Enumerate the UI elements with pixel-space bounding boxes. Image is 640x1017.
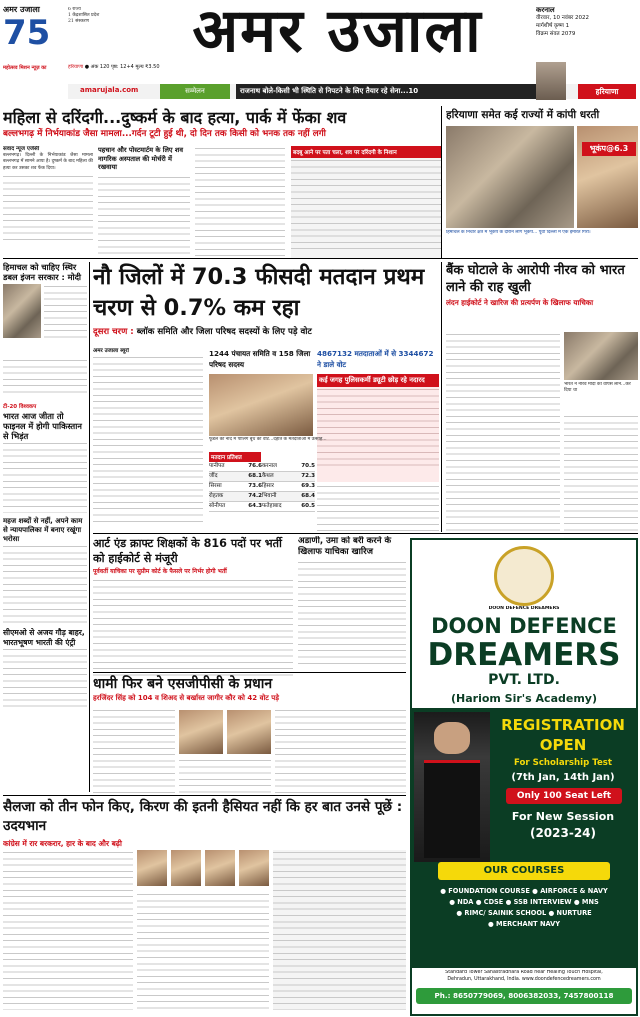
ad-phone: Ph.: 8650779069, 8006382033, 7457800118	[416, 988, 632, 1004]
brief-3[interactable]: महज शब्दों से नहीं, अपने काम से न्यायपालिका में बनाए रखूंगा भरोसा	[3, 517, 87, 624]
state-tab: हरियाणा	[578, 84, 636, 99]
lead-headline[interactable]: नौ जिलों में 70.3 फीसदी मतदान प्रथम चरण से 0.7% कम रहा	[93, 264, 425, 321]
ad-title-3: PVT. LTD.	[488, 672, 560, 688]
table-cell: रोहतक	[209, 493, 224, 499]
story1-box	[98, 146, 190, 258]
ad-cadet-photo	[414, 712, 490, 862]
table-cell: सिरसा	[209, 483, 222, 489]
bank-subhead: लंदन हाईकोर्ट ने खारिज की प्रत्यर्पण के खिलाफ याचिका	[446, 298, 594, 307]
sgpc-headline[interactable]: धामी फिर बने एसजीपीसी के प्रधान	[93, 676, 273, 692]
nav-headline[interactable]: राजनाथ बोले-किसी भी स्थिति से निपटने के लिए तैयार रहे सेना...10	[236, 84, 544, 99]
dateline: करनाल वीरवार, 10 नवंबर 2022 मार्गशीर्ष कृष्ण 1 विक्रम संवत 2079	[536, 6, 636, 38]
sgpc-subhead: हरजिंदर सिंह को 104 व शिअद से बर्खास्त जागीर कौर को 42 वोट पड़े	[93, 694, 279, 702]
edition-name: हरियाणा	[68, 64, 84, 70]
table-row	[209, 462, 315, 472]
modi-photo	[3, 284, 41, 338]
table-cell: भिवानी	[262, 493, 277, 499]
bank-headline[interactable]: बैंक घोटाले के आरोपी नीरव को भारत लाने की राह खुली	[446, 263, 625, 295]
table-cell: 60.5	[301, 503, 315, 509]
story-sgpc	[93, 674, 406, 796]
ad-year: (2023-24)	[529, 826, 597, 840]
ad-courses: ● FOUNDATION COURSE ● AIRFORCE & NAVY ● NDA ● CDSE ● SSB INTERVIEW ● MNS ● RIMC/ SAINIK SCHOOL ● NURTURE ● MERCHANT NAVY	[440, 887, 608, 928]
police-title: कई जगह पुलिसकर्मी ड्यूटी छोड़ रहे नदारद	[317, 374, 439, 387]
ad-address: Standard Tower Sahastradhara Road near Healing Touch Hospital, Dehradun, Uttarakhand, India. www.doondefencedreamers.com	[445, 970, 603, 982]
nirav-caption: भारत ने नीरव मोदी को वापस लाने...कर दिया था	[564, 382, 631, 394]
site-link[interactable]: amarujala.com	[80, 86, 139, 94]
table-cell: जींद	[209, 473, 218, 479]
bottom-headline[interactable]: सैलजा को तीन फोन किए, किरण की इतनी हैसियत नहीं कि हर बात उनसे पूछें : उदयभान	[3, 799, 403, 834]
brief-1[interactable]: हिमाचल को चाहिए स्थिर डबल इंजन सरकार : मोदी	[3, 262, 87, 358]
stat-box-2: 4867132 मतदाताओं में से 3344672 ने डाले वोट	[317, 349, 434, 369]
nirav-photo	[564, 332, 638, 380]
table-cell: हिसार	[262, 483, 274, 489]
dhami-photo	[179, 710, 223, 754]
table-cell: फतेहाबाद	[262, 503, 282, 509]
teachers-headline[interactable]: आर्ट एंड क्राफ्ट शिक्षकों के 816 पदों पर भर्ती को हाईकोर्ट से मंजूरी	[93, 537, 282, 565]
story1-headline[interactable]: महिला से दरिंदगी...दुष्कर्म के बाद हत्या, पार्क में फेंका शव	[3, 108, 347, 127]
masthead-logo: अमर उजाला	[192, 0, 483, 64]
table-cell: 68.1	[248, 473, 262, 479]
story1-lead: बल्लभगढ़। दिल्ली के निर्भयाकांड जैसा मामला बल्लभगढ़ में सामने आया है। दुष्कर्म के बाद महिला की हत्या कर उसका शव फेंक दिया।	[3, 153, 93, 171]
story1	[3, 108, 441, 258]
edition-line	[68, 64, 188, 70]
ad-reg-2: OPEN	[539, 736, 587, 754]
brand-small: अमर उजाला	[3, 5, 40, 14]
left-briefs	[3, 262, 87, 792]
bank-col2	[564, 414, 638, 532]
lead-story	[93, 262, 439, 532]
section-tab: सम्मेलन	[160, 84, 230, 99]
ad-seats: Only 100 Seat Left	[506, 788, 622, 804]
table-row	[209, 472, 315, 482]
table-cell: 70.5	[301, 463, 315, 469]
ad-academy-ring: DOON DEFENCE DREAMERS	[488, 606, 560, 611]
story2	[446, 108, 638, 258]
table-cell: 74.2	[248, 493, 262, 499]
ad-reg-1: REGISTRATION	[501, 716, 625, 734]
table-cell: 69.3	[301, 483, 315, 489]
stat-box-1: 1244 पंचायत समिति व 158 जिला परिषद सदस्य	[209, 349, 311, 369]
table-cell: पानीपत	[209, 463, 225, 469]
ad-subtitle: (Hariom Sir's Academy)	[450, 692, 597, 705]
byline: संवाद न्यूज एजेंसी	[3, 146, 40, 152]
table-row	[209, 502, 315, 512]
story1-col3	[195, 146, 285, 258]
story1-subhead: बल्लभगढ़ में निर्भयाकांड जैसा मामला...गर्दन टूटी हुई थी, दो दिन तक किसी को भनक तक नहीं लगी	[3, 129, 326, 139]
police-box	[317, 374, 439, 482]
photo-caption: फूंडल की नौंद में पोलिंग बूथ की वोट...देहात के मतदाताओं में उत्साह...	[209, 437, 327, 442]
phase-line: दूसरा चरण : ब्लॉक समिति और जिला परिषद सदस्यों के लिए पड़े वोट	[93, 327, 312, 337]
story1-col1	[3, 146, 93, 258]
lead-col-right	[317, 484, 439, 532]
date: वीरवार, 10 नवंबर 2022	[536, 15, 589, 21]
story-adani	[298, 536, 406, 674]
box-title: पहचान और पोस्टमार्टम के लिए शव नागरिक अस्पताल की मोर्चरी में रखवाया	[98, 146, 184, 171]
pages-price: ● अंक 120 पृष्ठ: 12+4 मूल्य ₹3.50	[84, 64, 160, 70]
ad-dates: (7th Jan, 14th Jan)	[511, 772, 615, 783]
key-points	[291, 146, 441, 258]
polling-photo	[209, 374, 313, 436]
table-row	[209, 492, 315, 502]
lead-col1: अमर उजाला ब्यूरो	[93, 348, 203, 532]
ad-courses-title: OUR COURSES	[438, 862, 610, 880]
jagir-photo	[227, 710, 271, 754]
table-cell: सोनीपत	[209, 503, 226, 509]
table-cell: 73.6	[248, 483, 262, 489]
city: करनाल	[536, 6, 555, 14]
table-cell: 64.3	[248, 503, 262, 509]
table-cell: 76.6	[248, 463, 262, 469]
ad-scholar: For Scholarship Test	[513, 758, 613, 768]
table-cell: करनाल	[262, 463, 277, 469]
brief-2[interactable]: टी-20 विश्वकप भारत आज जीता तो फाइनल में होगी पाकिस्तान से भिड़ंत	[3, 404, 87, 513]
amrit-logo	[3, 4, 65, 76]
bottom-story	[3, 798, 406, 1017]
table-row	[209, 482, 315, 492]
edition-info: 6 राज्य 1 केंद्रशासित प्रदेश 21 संस्करण	[68, 7, 100, 25]
brief-4[interactable]: सीएमओ से अजय गौड़ बाहर, भारतभूषण भारती की एंट्री	[3, 628, 87, 707]
ad-title-1: DOON DEFENCE	[431, 614, 617, 638]
table-cell: 72.3	[301, 473, 315, 479]
ad-emblem	[494, 546, 554, 606]
table-cell: 68.4	[301, 493, 315, 499]
bank-col1	[446, 332, 560, 532]
ad-session: For New Session	[511, 810, 615, 823]
teachers-subhead: पूर्ववर्ती याचिका पर सुप्रीम कोर्ट के फैसले पर निर्भर होगी भर्ती	[93, 568, 227, 575]
adani-headline[interactable]: अडाणी, उमा को बरी करने के खिलाफ याचिका खारिज	[298, 536, 392, 557]
turnout-table: मतदान प्रतिशत पानीपत 76.6 करनाल 70.5 जींद 68.1 कैथल 72.3 सिरसा 73.6 हिसार 69.3 रोहतक 74.2 भिवानी 68.4 सोनीपत 64.3 फतेहाबाद 60.5	[209, 452, 315, 532]
table-cell: कैथल	[262, 473, 274, 479]
bottom-subhead: कांग्रेस में रार बरकरार, हार के बाद और बढ़ी	[3, 839, 122, 848]
years-75: 75	[3, 13, 51, 53]
quake-photo	[446, 126, 574, 228]
ad-title-2: DREAMERS	[427, 638, 621, 672]
key-title: बदबू आने पर पता चला, शव पर दरिंदगी के निशान	[291, 146, 441, 158]
tagline: महोत्सव मिशन न्यूज़ का	[3, 65, 47, 71]
ad-doon-defence[interactable]	[410, 538, 638, 1016]
rajnath-photo	[536, 62, 566, 100]
story2-headline[interactable]: हरियाणा समेत कई राज्यों में कांपी धरती	[446, 109, 600, 121]
quake-badge: भूकंप@6.3	[582, 142, 636, 156]
story-bank	[446, 262, 638, 532]
quake-caption: हिमाचल के निचार क्षेत्र में भूकंप के दौरान लोग भूकंप... पूर्वी दिल्ली में एक इमारत गिरी।	[446, 230, 591, 235]
